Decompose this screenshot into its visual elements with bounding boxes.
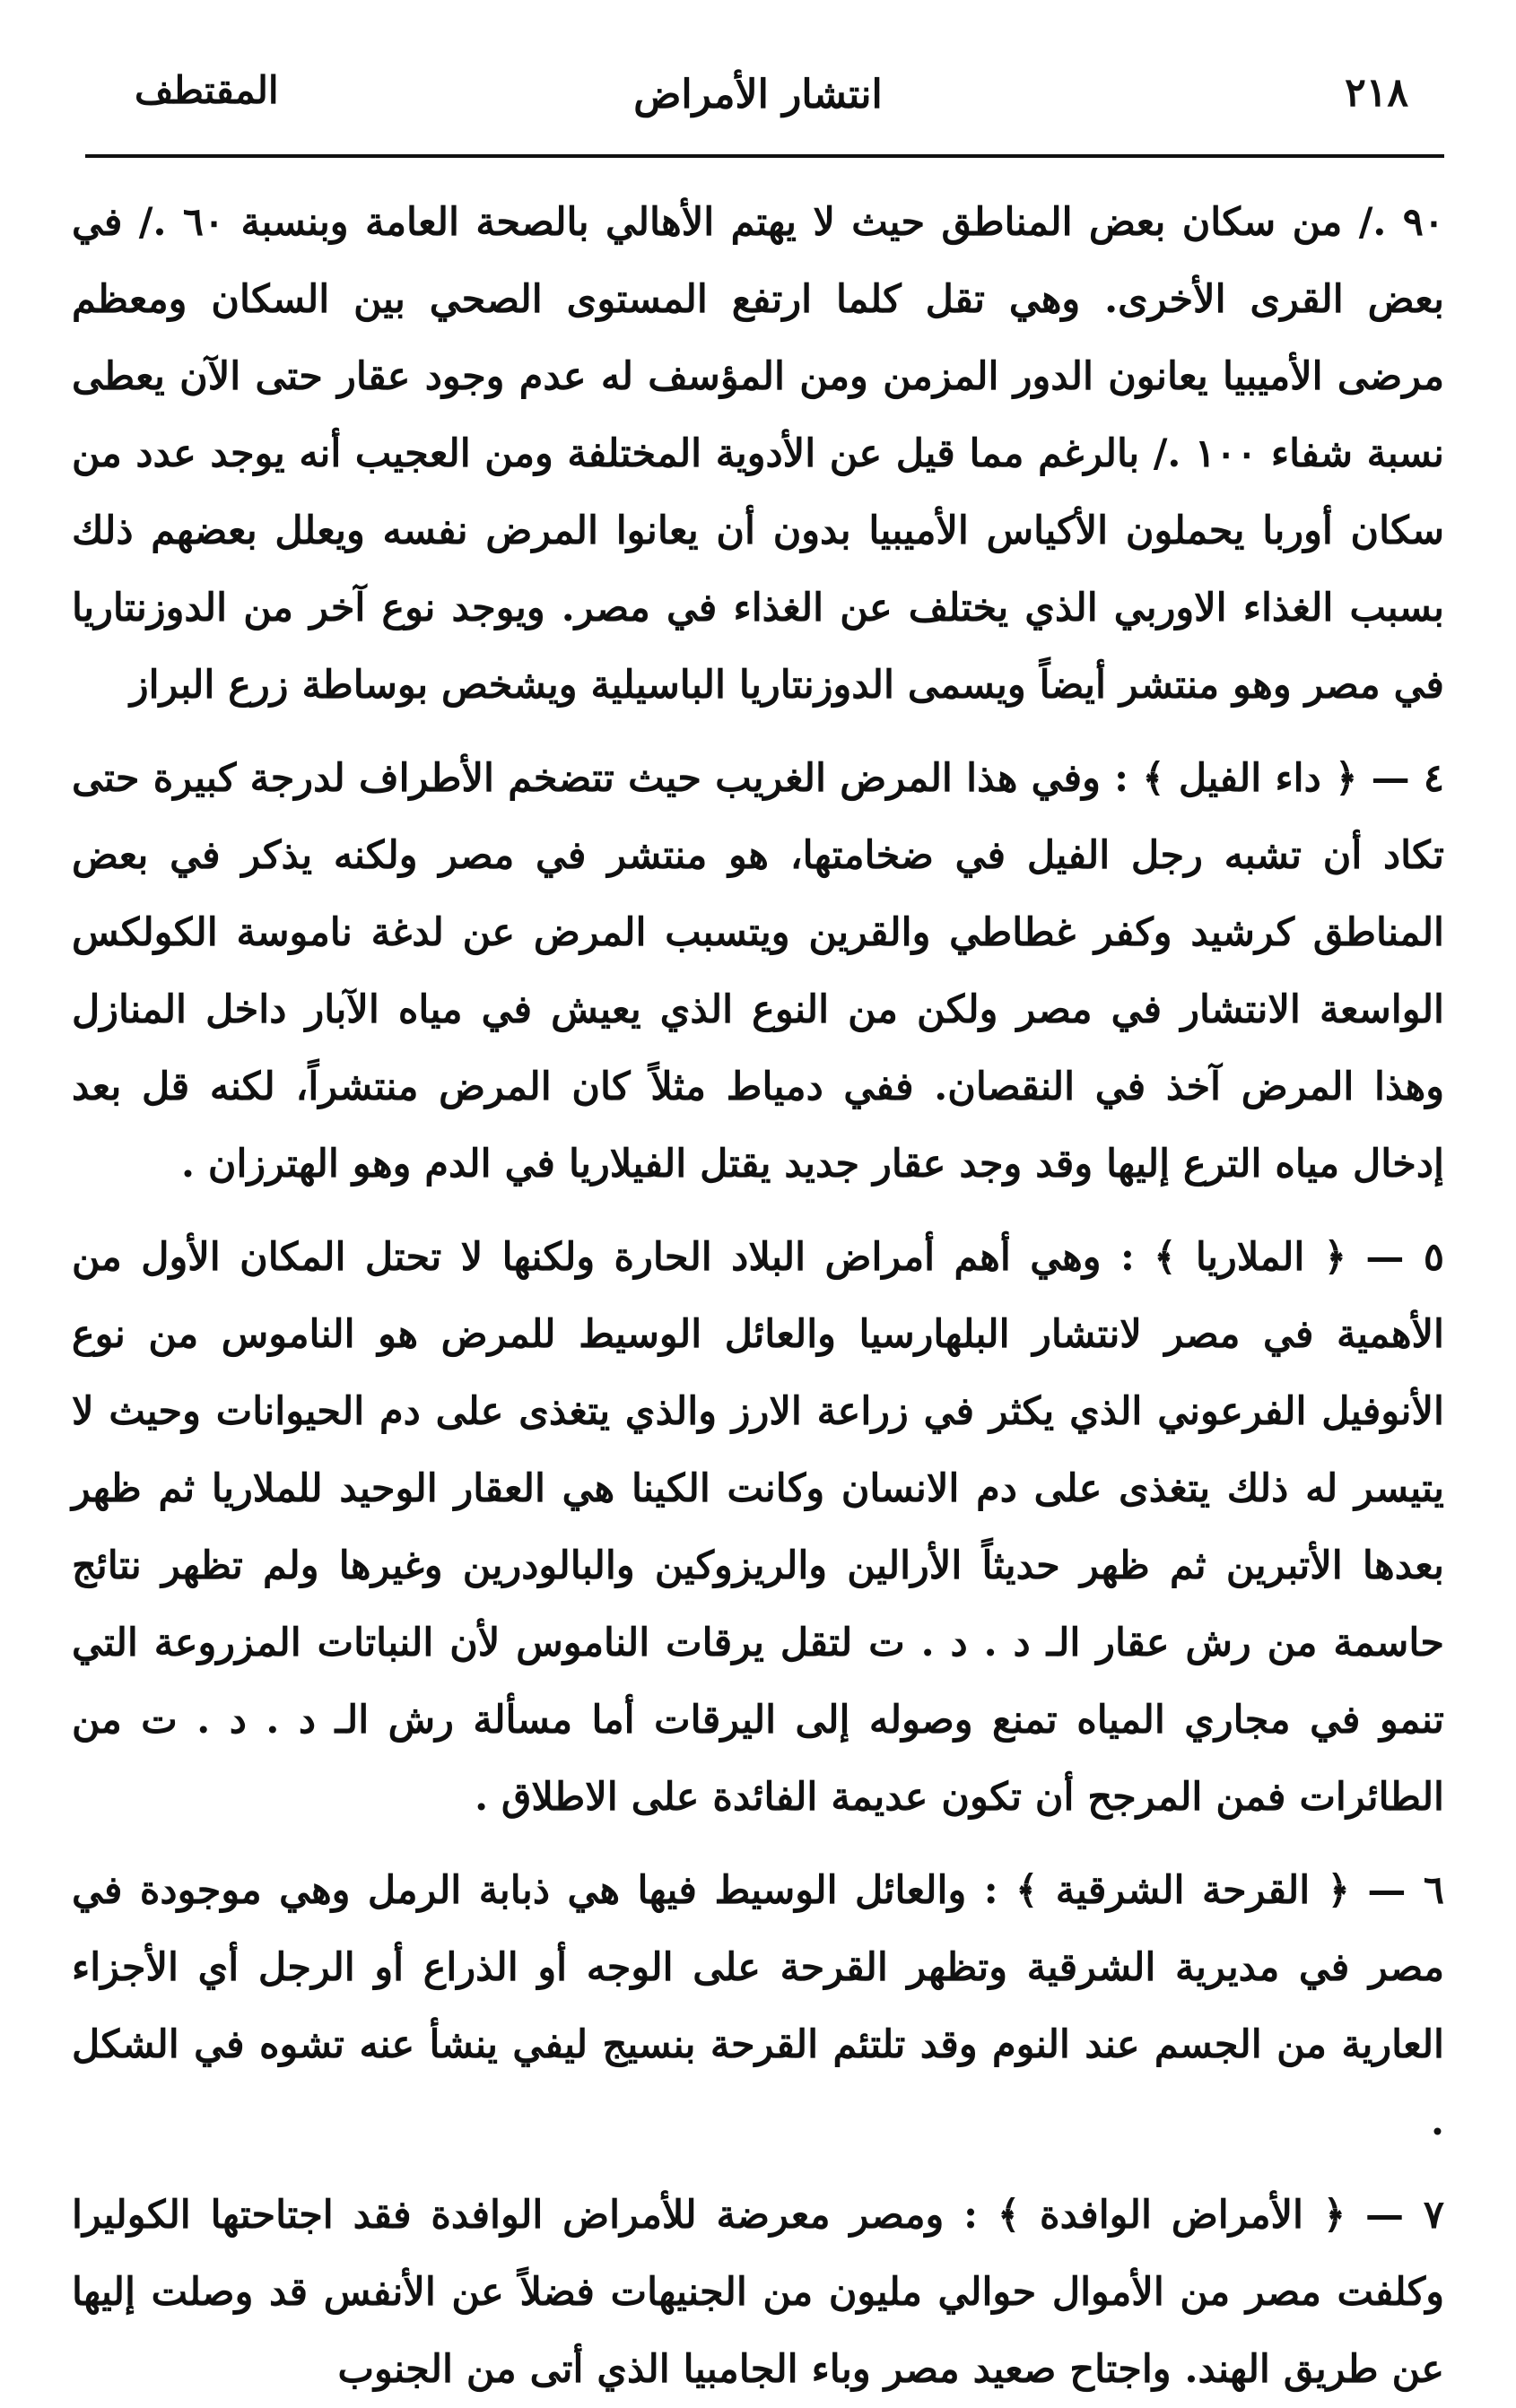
item-number: ٤ — — [1371, 756, 1445, 801]
paragraph-intro — [72, 184, 1444, 724]
paragraph-text: : وفي هذا المرض الغريب حيث تتضخم الأطراف لدرجة كبيرة حتى تكاد أن تشبه رجل الفيل في ضخامتها، هو منتشر في مصر ولكنه يذكر في بعض المناطق كرشيد وكفر غطاطي والقرين ويتسبب المرض عن لدغة ناموسة الكولكس الواسعة الانتشار في مصر ولكن من النوع الذي يعيش في مياه الآبار داخل المنازل وهذا المرض آخذ في النقصان. ففي دمياط مثلاً كان المرض منتشراً، لكنه قل بعد إدخال مياه الترع إليها وقد وجد عقار جديد يقتل الفيلاريا في الدم وهو الهترزان . — [72, 756, 1444, 1187]
item-number: ٥ — — [1365, 1235, 1444, 1280]
running-title: انتشار الأمراض — [633, 72, 883, 117]
paragraph-text: : ومصر معرضة للأمراض الوافدة فقد اجتاحتها الكوليرا وكلفت مصر من الأموال حوالي مليون من الجنيهات فضلاً عن الأنفس قد وصلت إليها عن طريق الهند. واجتاح صعيد مصر وباء الجامبيا الذي أتى من الجنوب — [72, 2193, 1444, 2392]
item-number: ٦ — — [1367, 1868, 1444, 1913]
item-number: ٧ — — [1364, 2193, 1444, 2238]
item-title: ﴿ الأمراض الوافدة ﴾ — [997, 2193, 1346, 2238]
paragraph-text: : وهي أهم أمراض البلاد الحارة ولكنها لا تحتل المكان الأول من الأهمية في مصر لانتشار البلهارسيا والعائل الوسيط للمرض هو الناموس من نوع الأنوفيل الفرعوني الذي يكثر في زراعة الارز والذي يتغذى على دم الحيوانات وحيث لا يتيسر له ذلك يتغذى على دم الانسان وكانت الكينا هي العقار الوحيد للملاريا ثم ظهر بعدها الأتبرين ثم ظهر حديثاً الأرالين والريزوكين والبالودرين وغيرها ولم تظهر نتائج حاسمة من رش عقار الـ د . د . ت لتقل يرقات الناموس لأن النباتات المزروعة التي تنمو في مجاري المياه تمنع وصوله إلى اليرقات أما مسألة رش الـ د . د . ت من الطائرات فمن المرجح أن تكون عديمة الفائدة على الاطلاق . — [72, 1235, 1444, 1820]
paragraph-item-5 — [72, 1219, 1444, 1836]
item-title: ﴿ القرحة الشرقية ﴾ — [1015, 1868, 1350, 1913]
item-title: ﴿ داء الفيل ﴾ — [1142, 756, 1358, 801]
paragraph-item-7 — [72, 2177, 1444, 2408]
paragraph-item-4 — [72, 740, 1444, 1203]
page-header — [81, 63, 1435, 143]
header-rule — [85, 154, 1444, 158]
page-body — [72, 184, 1445, 2392]
journal-name: المقتطف — [135, 68, 279, 112]
paragraph-item-6 — [72, 1852, 1444, 2160]
item-title: ﴿ الملاريا ﴾ — [1154, 1235, 1346, 1280]
paragraph-text: : والعائل الوسيط فيها هي ذبابة الرمل وهي موجودة في مصر في مديرية الشرقية وتظهر القرحة على الوجه أو الذراع أو الرجل أي الأجزاء العارية من الجسم عند النوم وقد تلتئم القرحة بنسيج ليفي ينشأ عنه تشوه في الشكل . — [72, 1868, 1444, 2144]
page-number: ٢١٨ — [1345, 70, 1408, 116]
paragraph-text: ٩٠ ./ من سكان بعض المناطق حيث لا يهتم الأهالي بالصحة العامة وبنسبة ٦٠ ./ في بعض القرى الأخرى. وهي تقل كلما ارتفع المستوى الصحي بين السكان ومعظم مرضى الأميبيا يعانون الدور المزمن ومن المؤسف له عدم وجود عقار حتى الآن يعطى نسبة شفاء ١٠٠ ./ بالرغم مما قيل عن الأدوية المختلفة ومن العجيب أنه يوجد عدد من سكان أوربا يحملون الأكياس الأميبيا بدون أن يعانوا المرض نفسه ويعلل بعضهم ذلك بسبب الغذاء الاوربي الذي يختلف عن الغذاء في مصر. ويوجد نوع آخر من الدوزنتاريا في مصر وهو منتشر أيضاً ويسمى الدوزنتاريا الباسيلية ويشخص بوساطة زرع البراز — [72, 200, 1445, 708]
